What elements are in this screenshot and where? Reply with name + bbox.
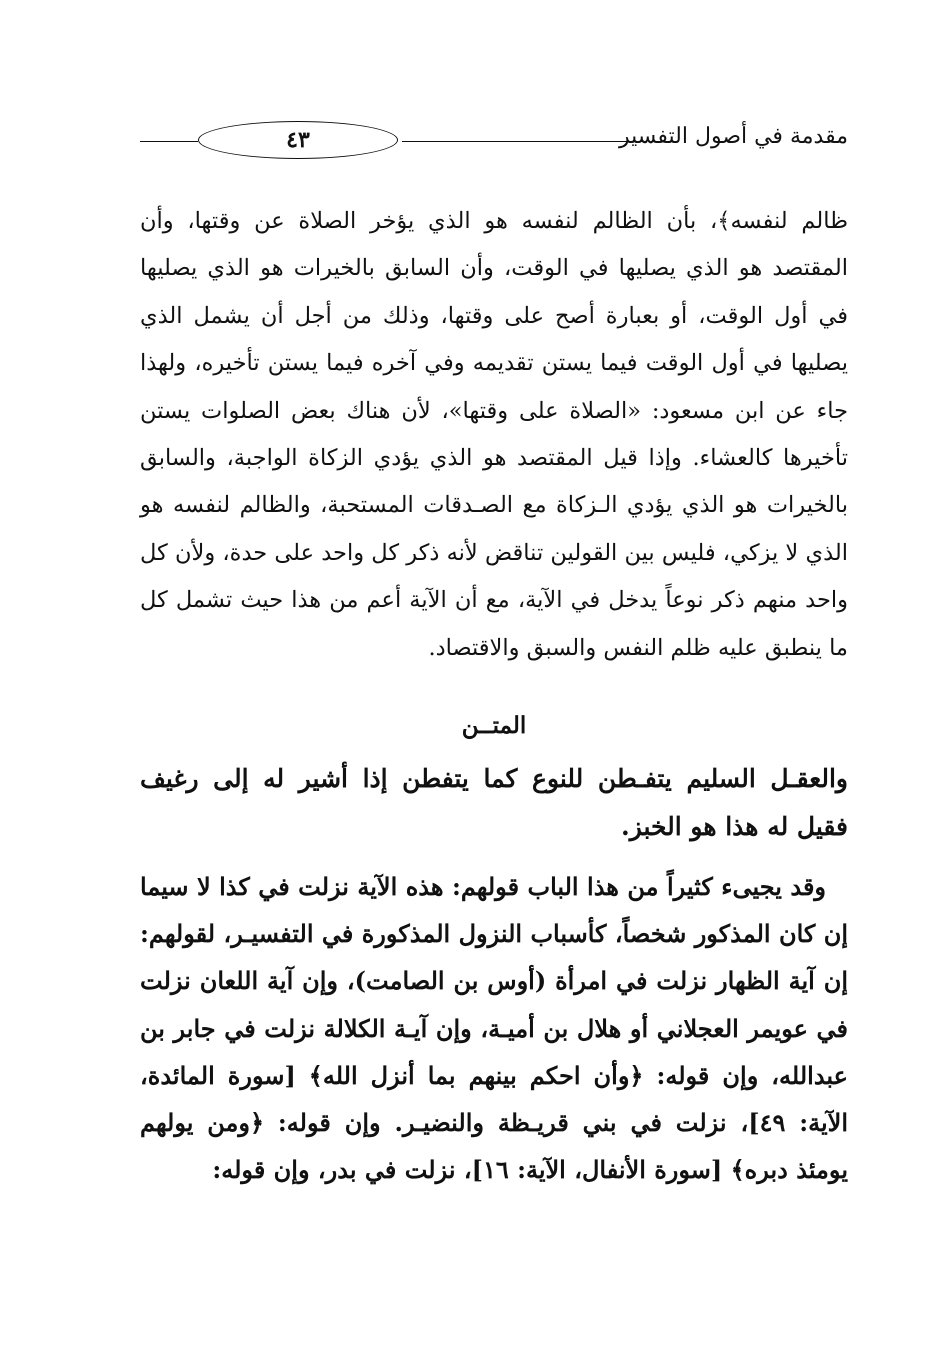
page-number: ٤٣ [198, 121, 398, 159]
commentary-paragraph: ظالم لنفسه﴾، بأن الظالم لنفسه هو الذي يؤخر الصلاة عن وقتها، وأن المقتصد هو الذي يصليها في الوقت، وأن السابق بالخيرات هو الذي يصليها في أول الوقت، أو بعبارة أصح على وقتها، وذلك من أجل أن يشمل الذي يصليها في أول الوقت فيما يستن تقديمه وفي آخره فيما يستن تأخيره، ولهذا جاء عن ابن مسعود: «الصلاة على وقتها»، لأن هناك بعض الصلوات يستن تأخيرها كالعشاء. وإذا قيل المقتصد هو الذي يؤدي الزكاة الواجبة، والسابق بالخيرات هو الذي يؤدي الـزكاة مع الصـدقات المستحبة، والظالم لنفسه هو الذي لا يزكي، فليس بين القولين تناقض لأنه ذكر كل واحد على حدة، ولأن كل واحد منهم ذكر نوعاً يدخل في الآية، مع أن الآية أعم من هذا حيث تشمل كل ما ينطبق عليه ظلم النفس والسبق والاقتصاد. [140, 208, 848, 661]
header-rule-left [140, 141, 198, 142]
book-title: مقدمة في أصول التفسير [618, 124, 848, 149]
matn-heading: المتــن [461, 712, 527, 739]
header-rule-right [402, 141, 646, 142]
page-header [140, 118, 848, 164]
matn-paragraph: والعقـل السليم يتفـطن للنوع كما يتفطن إذا أشير له إلى رغيف فقيل له هذا هو الخبز. [140, 764, 848, 841]
main-text-paragraph: وقد يجيىء كثيراً من هذا الباب قولهم: هذه الآية نزلت في كذا لا سيما إن كان المذكور شخصاً، كأسباب النزول المذكورة في التفسيـر، لقولهم: إن آية الظهار نزلت في امرأة (أوس بن الصامت)، وإن آية اللعان نزلت في عويمر العجلاني أو هلال بن أميـة، وإن آيـة الكلالة نزلت في جابر بن عبدالله، وإن قوله: ﴿وأن احكم بينهم بما أنزل الله﴾ [سورة المائدة، الآية: ٤٩]، نزلت في بني قريـظة والنضيـر. وإن قوله: ﴿ومن يولهم يومئذ دبره﴾ [سورة الأنفال، الآية: ١٦]، نزلت في بدر، وإن قوله: [140, 872, 848, 1185]
